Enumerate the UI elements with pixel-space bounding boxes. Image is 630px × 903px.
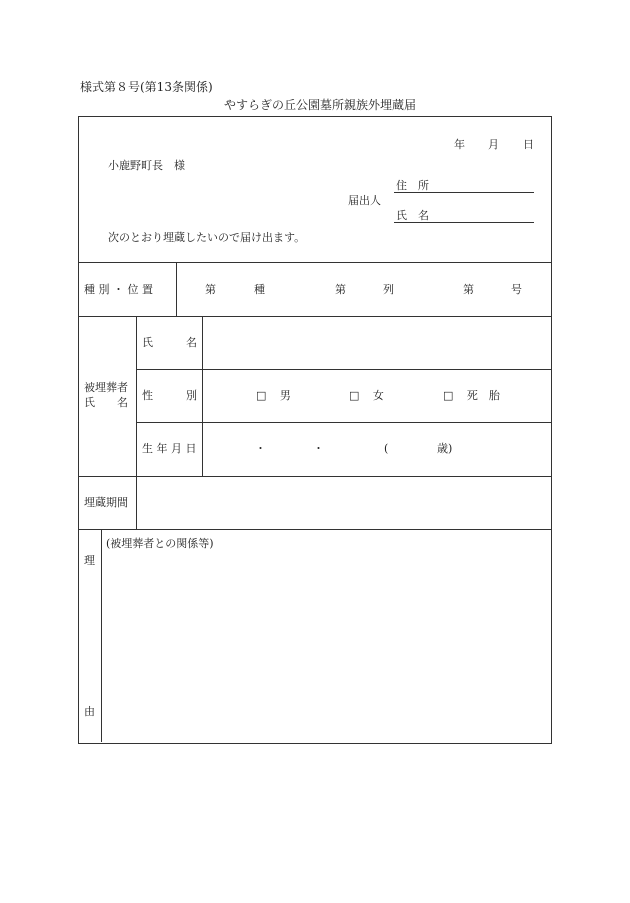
checkbox-icon[interactable]: □ xyxy=(349,389,360,402)
divider-deceased-labels xyxy=(202,316,203,476)
gender-stillbirth-option[interactable] xyxy=(443,390,500,401)
deceased-name-label: 氏 名 xyxy=(142,336,197,349)
reason-label-top: 理 xyxy=(84,554,95,567)
checkbox-icon[interactable]: □ xyxy=(443,389,454,402)
divider-name-bottom xyxy=(136,369,552,370)
deceased-dob-label: 生 年 月 日 xyxy=(142,442,197,455)
date-year-label: 年 xyxy=(454,138,465,151)
deceased-gender-label: 性 別 xyxy=(142,389,197,402)
date-day-label: 日 xyxy=(523,138,534,151)
divider-dob-bottom xyxy=(78,476,552,477)
reason-field[interactable] xyxy=(103,553,550,741)
gender-male-label: 男 xyxy=(279,389,291,402)
location-shu: 種 xyxy=(254,283,265,296)
gender-male-option[interactable] xyxy=(256,390,291,401)
statement: 次のとおり埋蔵したいので届け出ます。 xyxy=(108,231,306,244)
location-label: 種 別 ・ 位 置 xyxy=(84,283,153,296)
divider-location-bottom xyxy=(78,316,552,317)
divider-period-bottom xyxy=(78,529,552,530)
applicant-address-label: 住 所 xyxy=(396,179,429,192)
deceased-section-label: 被埋葬者 xyxy=(84,381,128,394)
divider-reason-label xyxy=(101,529,102,742)
dob-separator-1: ・ xyxy=(255,442,266,455)
deceased-name-field[interactable] xyxy=(204,318,550,368)
age-open-paren: ( xyxy=(384,442,389,455)
divider-header-bottom xyxy=(78,262,552,263)
dob-separator-2: ・ xyxy=(313,442,324,455)
checkbox-icon[interactable]: □ xyxy=(256,389,267,402)
form-number: 様式第８号(第13条関係) xyxy=(80,80,213,94)
reason-label-bottom: 由 xyxy=(84,705,95,718)
divider-gender-bottom xyxy=(136,422,552,423)
location-dai-2: 第 xyxy=(335,283,346,296)
addressee: 小鹿野町長 様 xyxy=(108,159,185,172)
gender-stillbirth-label: 死 胎 xyxy=(466,389,500,402)
location-retsu: 列 xyxy=(383,283,394,296)
reason-note: (被埋葬者との関係等) xyxy=(106,537,214,550)
applicant-label: 届出人 xyxy=(348,194,381,207)
form-title: やすらぎの丘公園墓所親族外埋蔵届 xyxy=(224,98,417,112)
applicant-name-field[interactable] xyxy=(394,222,534,223)
deceased-section-label-2: 氏 名 xyxy=(84,396,128,409)
gender-female-option[interactable] xyxy=(349,390,384,401)
location-dai-3: 第 xyxy=(463,283,474,296)
applicant-name-label: 氏 名 xyxy=(396,209,429,222)
date-month-label: 月 xyxy=(488,138,499,151)
location-dai-1: 第 xyxy=(205,283,216,296)
location-go: 号 xyxy=(511,283,522,296)
divider-location-label xyxy=(176,262,177,316)
divider-deceased-section xyxy=(136,316,137,529)
burial-period-label: 埋蔵期間 xyxy=(84,496,128,509)
age-suffix: 歳) xyxy=(437,442,453,455)
burial-period-field[interactable] xyxy=(138,478,550,528)
gender-female-label: 女 xyxy=(372,389,384,402)
applicant-address-field[interactable] xyxy=(394,192,534,193)
